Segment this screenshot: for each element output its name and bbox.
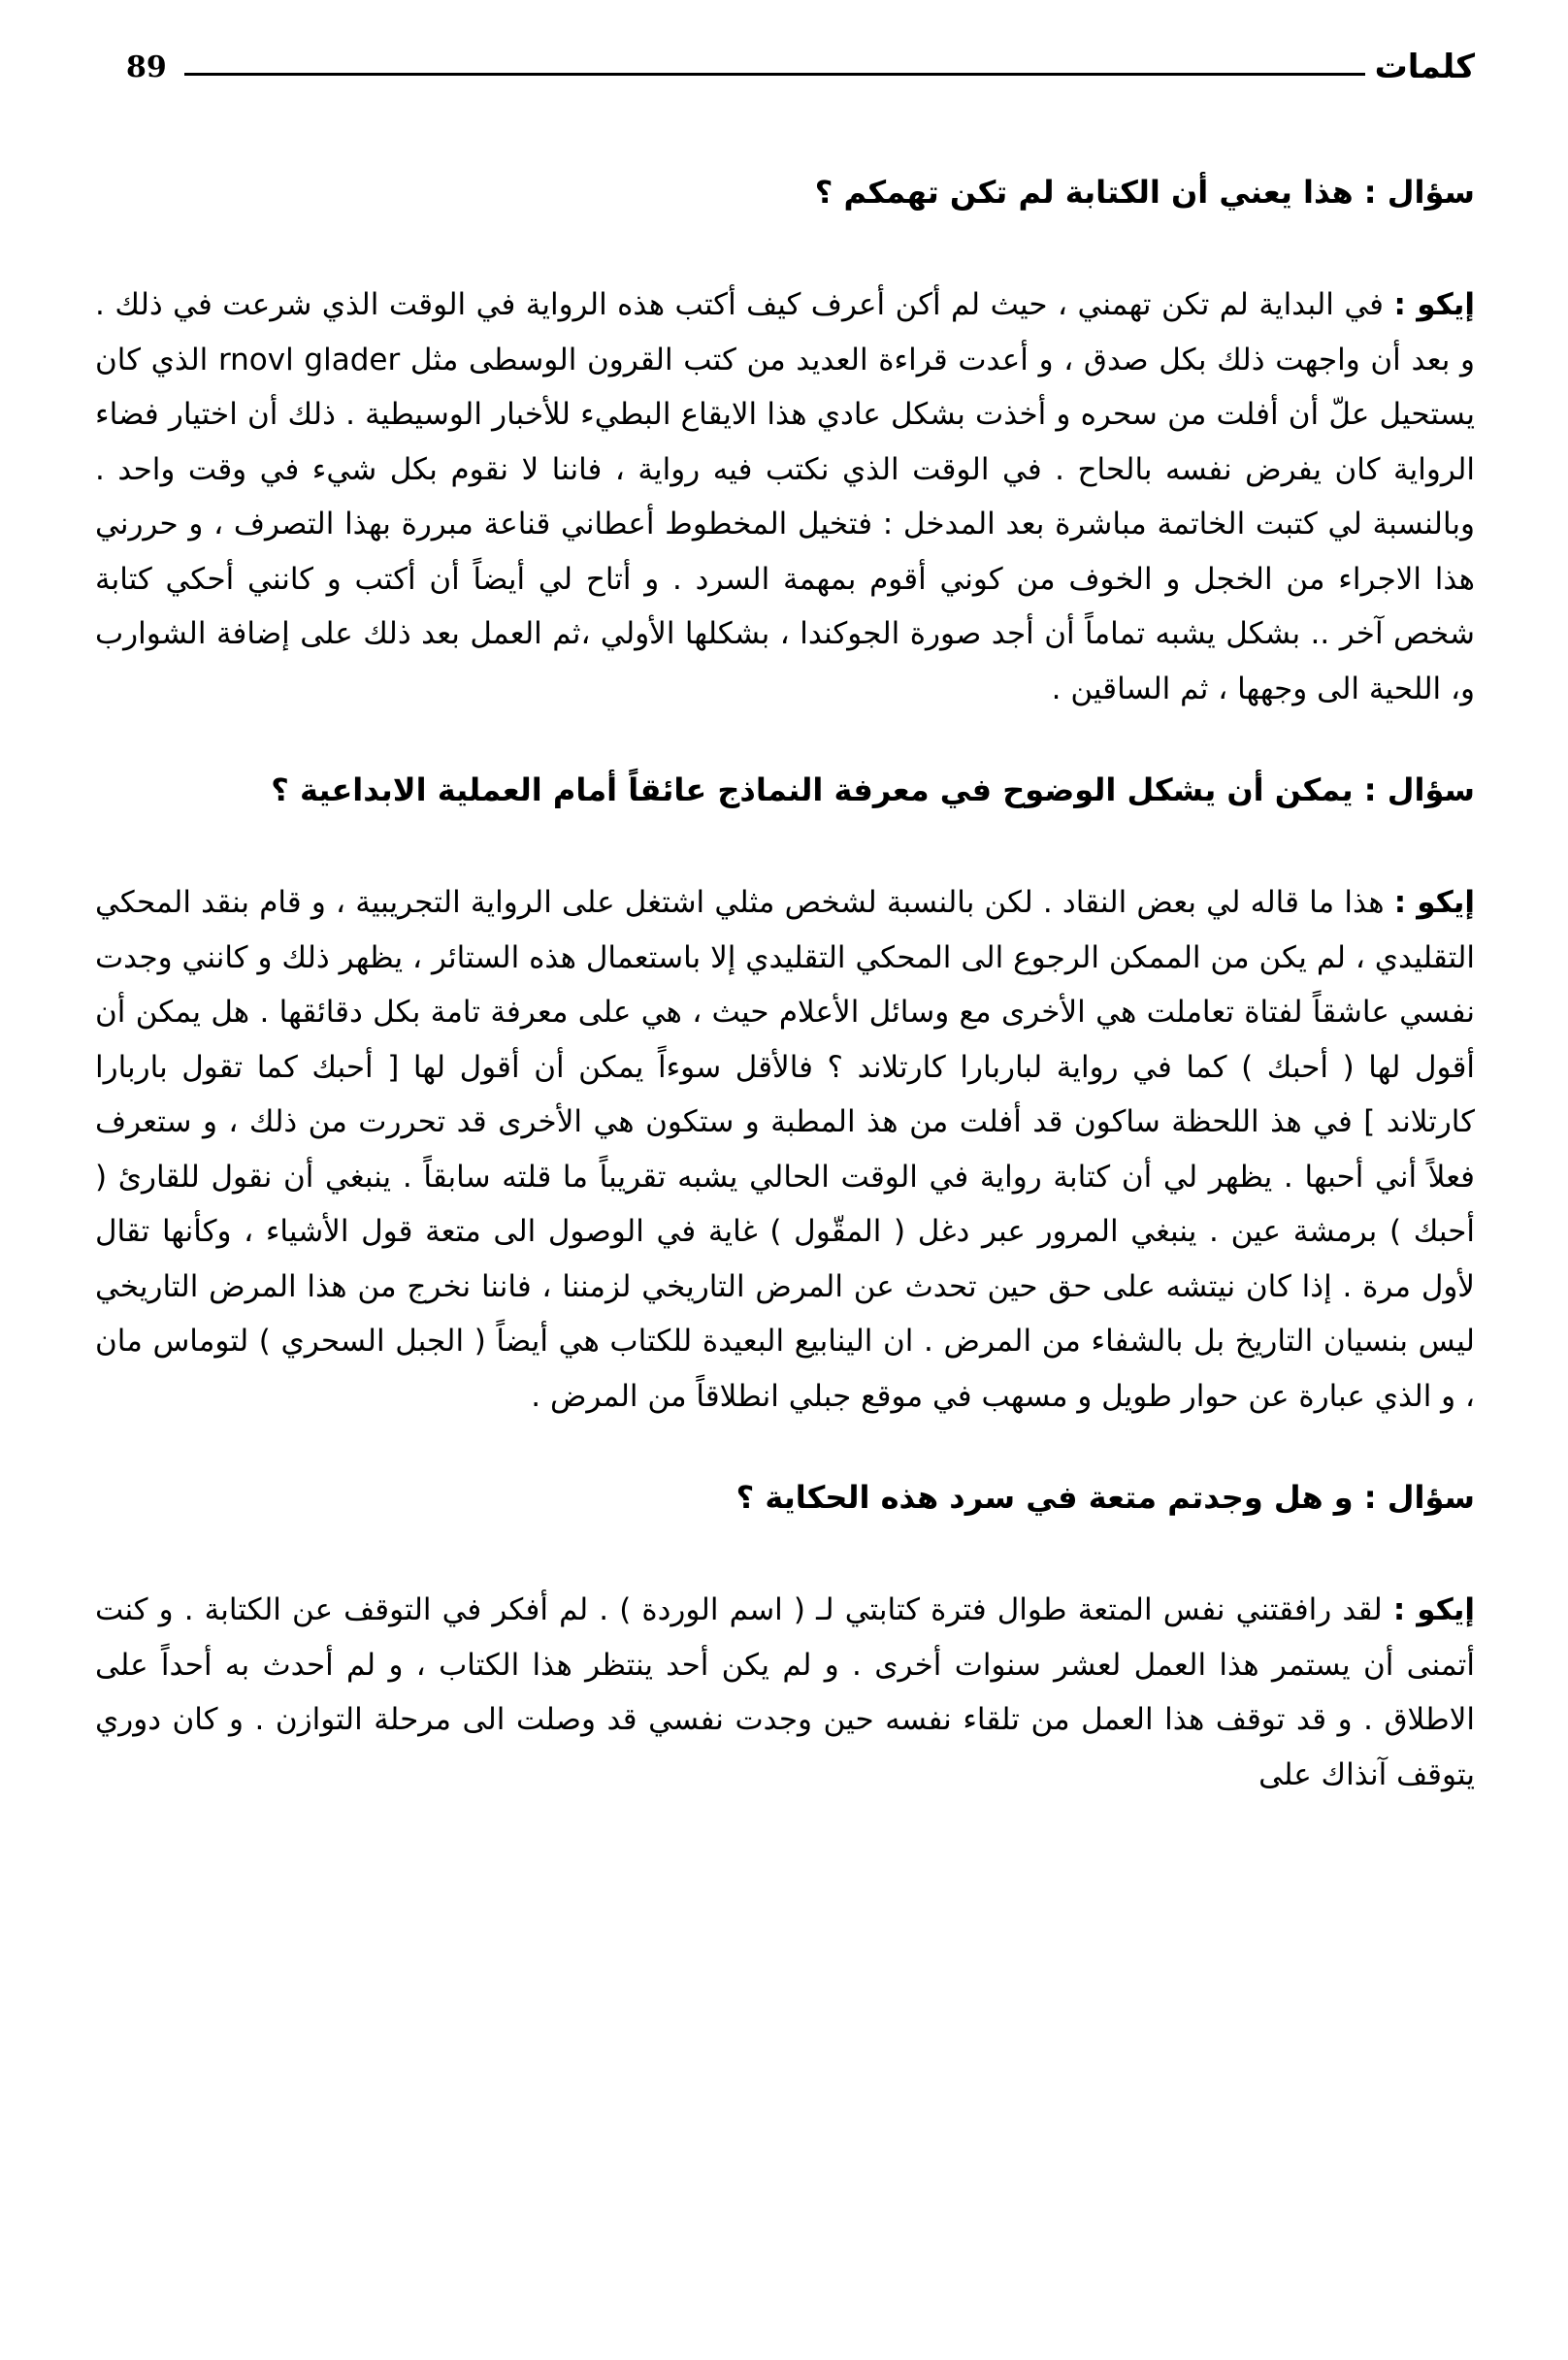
speaker-label: إيكو :: [1393, 287, 1475, 322]
answer-1: [95, 278, 1475, 716]
answer-text: لقد رافقتني نفس المتعة طوال فترة كتابتي لـ ( اسم الوردة ) . لم أفكر في التوقف عن الكتابة . و كنت أتمنى أن يستمر هذا العمل لعشر سنوات أخرى . و لم يكن أحد ينتظر هذا الكتاب ، و لم أحدث به أحداً على الاطلاق . و قد توقف هذا العمل من تلقاء نفسه حين وجدت نفسي قد وصلت الى مرحلة التوازن . و كان دوري يتوقف آنذاك على: [95, 1592, 1475, 1792]
question-2: سؤال : يمكن أن يشكل الوضوح في معرفة النماذج عائقاً أمام العملية الابداعية ؟: [271, 771, 1475, 808]
answer-3: [95, 1583, 1475, 1802]
header-rule: [184, 73, 1365, 76]
question-1: سؤال : هذا يعني أن الكتابة لم تكن تهمكم ؟: [814, 174, 1475, 211]
speaker-label: إيكو :: [1392, 1592, 1476, 1627]
answer-text: هذا ما قاله لي بعض النقاد . لكن بالنسبة لشخص مثلي اشتغل على الرواية التجريبية ، و قام بنقد المحكي التقليدي ، لم يكن من الممكن الرجوع الى المحكي التقليدي إلا باستعمال هذه الستائر ، يظهر ذلك و كانني وجدت نفسي عاشقاً لفتاة تعاملت هي الأخرى مع وسائل الأعلام حيث ، هي على معرفة تامة بكل دقائقها . هل يمكن أن أقول لها ( أحبك ) كما في رواية لباربارا كارتلاند ؟ فالأقل سوءاً يمكن أن أقول لها [ أحبك كما تقول باربارا كارتلاند ] في هذ اللحظة ساكون قد أفلت من هذ المطبة و ستكون هي الأخرى قد تحررت من ذلك ، و ستعرف فعلاً أني أحبها . يظهر لي أن كتابة رواية في الوقت الحالي يشبه تقريباً ما قلته سابقاً . ينبغي أن نقول للقارئ ( أحبك ) برمشة عين . ينبغي المرور عبر دغل ( المقّول ) غاية في الوصول الى متعة قول الأشياء ، وكأنها تقال لأول مرة . إذا كان نيتشه على حق حين تحدث عن المرض التاريخي لزمننا ، فاننا نخرج من هذا المرض التاريخي ليس بنسيان التاريخ بل بالشفاء من المرض . ان الينابيع البعيدة للكتاب هي أيضاً ( الجبل السحري ) لتوماس مان ، و الذي عبارة عن حوار طويل و مسهب في موقع جبلي انطلاقاً من المرض .: [95, 885, 1475, 1414]
speaker-label: إيكو :: [1393, 885, 1476, 920]
answer-2: [95, 875, 1475, 1424]
page-number: 89: [126, 49, 167, 84]
answer-text: في البداية لم تكن تهمني ، حيث لم أكن أعرف كيف أكتب هذه الرواية في الوقت الذي شرعت في ذلك . و بعد أن واجهت ذلك بكل صدق ، و أعدت قراءة العديد من كتب القرون الوسطى مثل rnovl glader الذي كان يستحيل علّ أن أفلت من سحره و أخذت بشكل عادي هذا الايقاع البطيء للأخبار الوسيطية . ذلك أن اختيار فضاء الرواية كان يفرض نفسه بالحاح . في الوقت الذي نكتب فيه رواية ، فاننا لا نقوم بكل شيء في وقت واحد . وبالنسبة لي كتبت الخاتمة مباشرة بعد المدخل : فتخيل المخطوط أعطاني قناعة مبررة بهذا التصرف ، و حررني هذا الاجراء من الخجل و الخوف من كوني أقوم بمهمة السرد . و أتاح لي أيضاً أن أكتب و كانني أحكي كتابة شخص آخر .. بشكل يشبه تماماً أن أجد صورة الجوكندا ، بشكلها الأولي ،ثم العمل بعد ذلك على إضافة الشوارب و، اللحية الى وجهها ، ثم الساقين .: [95, 287, 1475, 706]
running-title: كلمات: [1374, 48, 1475, 86]
interview-text: [95, 155, 1475, 1802]
page-header: [126, 43, 1475, 91]
question-3: سؤال : و هل وجدتم متعة في سرد هذه الحكاية ؟: [735, 1479, 1475, 1516]
